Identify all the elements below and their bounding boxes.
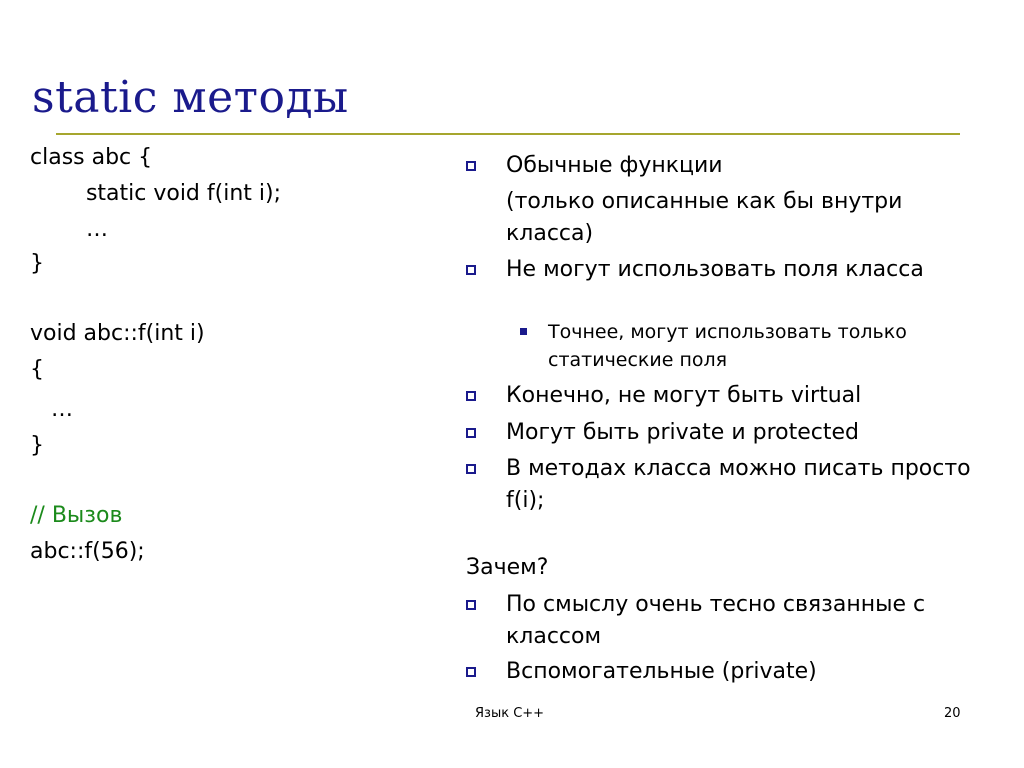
title-divider bbox=[56, 133, 960, 135]
code-line: class abc { bbox=[30, 145, 153, 170]
code-comment: // Вызов bbox=[30, 503, 123, 528]
list-item-text: Конечно, не могут быть virtual bbox=[506, 383, 862, 408]
hollow-square-bullet-icon bbox=[466, 161, 476, 171]
slide-title: static методы bbox=[32, 72, 349, 123]
list-item-text: Вспомогательные (private) bbox=[506, 659, 817, 684]
hollow-square-bullet-icon bbox=[466, 600, 476, 610]
code-line: … bbox=[30, 217, 108, 242]
hollow-square-bullet-icon bbox=[466, 428, 476, 438]
list-item-text: Не могут использовать поля класса bbox=[506, 257, 924, 282]
list-item-text: По смыслу очень тесно связанные с классом bbox=[506, 592, 926, 649]
why-heading bbox=[466, 552, 976, 584]
list-item-text: (только описанные как бы внутри класса) bbox=[506, 189, 903, 246]
list-item-text: Обычные функции bbox=[506, 153, 723, 178]
code-line: void abc::f(int i) bbox=[30, 321, 205, 346]
code-line: } bbox=[30, 433, 44, 458]
code-line: abc::f(56); bbox=[30, 539, 145, 564]
code-line: static void f(int i); bbox=[30, 181, 282, 206]
code-line: … bbox=[30, 397, 73, 422]
filled-square-bullet-icon bbox=[520, 328, 527, 335]
hollow-square-bullet-icon bbox=[466, 667, 476, 677]
slide-number: 20 bbox=[944, 706, 961, 721]
list-item-text: В методах класса можно писать просто f(i); bbox=[506, 456, 971, 513]
code-line: { bbox=[30, 357, 44, 382]
why-text: Зачем? bbox=[466, 555, 549, 580]
footer-course-name: Язык C++ bbox=[475, 706, 545, 721]
hollow-square-bullet-icon bbox=[466, 464, 476, 474]
hollow-square-bullet-icon bbox=[466, 265, 476, 275]
hollow-square-bullet-icon bbox=[466, 391, 476, 401]
sub-list-item-text: Точнее, могут использовать только статические поля bbox=[548, 321, 907, 371]
code-line: } bbox=[30, 251, 44, 276]
list-item-text: Могут быть private и protected bbox=[506, 420, 859, 445]
